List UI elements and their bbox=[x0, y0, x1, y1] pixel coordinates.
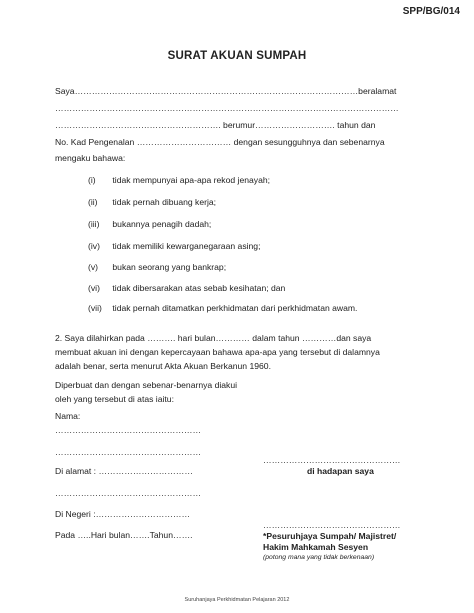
list-item-number: (iv) bbox=[88, 241, 100, 251]
address-field: Di alamat : …………………………… bbox=[55, 466, 193, 476]
officer-sign-line: ………………………………………… bbox=[263, 520, 401, 530]
witness-sign-line: ………………………………………… bbox=[263, 455, 401, 465]
list-item bbox=[88, 262, 226, 272]
intro-line-2: ………………………………………………………………………………………………………… bbox=[55, 103, 399, 113]
intro-line-1: Saya………………………………………………………………………………………beralamat bbox=[55, 86, 397, 96]
list-item-text: tidak pernah dibuang kerja; bbox=[112, 197, 217, 207]
list-item-number: (iii) bbox=[88, 219, 100, 229]
presence-label: di hadapan saya bbox=[307, 466, 374, 476]
document-title: SURAT AKUAN SUMPAH bbox=[167, 50, 307, 62]
intro-line-3: …………………………………………………. berumur………………………. tahun dan bbox=[55, 120, 376, 130]
list-item-text: tidak mempunyai apa-apa rekod jenayah; bbox=[112, 175, 271, 185]
para2-line-3: adalah benar, serta menurut Akta Akuan Berkanun 1960. bbox=[55, 361, 271, 371]
strike-out-note: (potong mana yang tidak berkenaan) bbox=[263, 554, 375, 561]
name-line-1: …………………………………………… bbox=[55, 425, 202, 435]
list-item bbox=[88, 219, 211, 229]
list-item-number: (vii) bbox=[88, 303, 102, 313]
officer-title-1: *Pesuruhjaya Sumpah/ Majistret/ bbox=[263, 531, 397, 541]
date-field: Pada …..Hari bulan…….Tahun……. bbox=[55, 530, 193, 540]
list-item-text: bukan seorang yang bankrap; bbox=[112, 262, 227, 272]
list-item-text: tidak pernah ditamatkan perkhidmatan dari perkhidmatan awam. bbox=[112, 303, 358, 313]
intro-line-5: mengaku bahawa: bbox=[55, 153, 126, 163]
list-item bbox=[88, 241, 260, 251]
signed-line-2: oleh yang tersebut di atas iaitu: bbox=[55, 394, 174, 404]
list-item-number: (ii) bbox=[88, 197, 98, 207]
state-field: Di Negeri :…………………………… bbox=[55, 509, 191, 519]
name-line-2: …………………………………………… bbox=[55, 447, 202, 457]
name-label: Nama: bbox=[55, 411, 81, 421]
footer: Suruhanjaya Perkhidmatan Pelajaran 2012 bbox=[184, 597, 290, 603]
list-item-text: tidak memiliki kewarganegaraan asing; bbox=[112, 241, 261, 251]
list-item bbox=[88, 175, 270, 185]
list-item-number: (vi) bbox=[88, 283, 100, 293]
form-code: SPP/BG/014 bbox=[402, 6, 460, 17]
list-item bbox=[88, 283, 285, 293]
list-item-text: tidak dibersarakan atas sebab kesihatan; dan bbox=[112, 283, 286, 293]
address-line: …………………………………………… bbox=[55, 488, 202, 498]
intro-line-4: No. Kad Pengenalan …………………………… dengan sesungguhnya dan sebenarnya bbox=[55, 137, 385, 147]
list-item bbox=[88, 197, 216, 207]
para2-line-2: membuat akuan ini dengan kepercayaan bahawa apa-apa yang tersebut di dalamnya bbox=[55, 347, 380, 357]
list-item-text: bukannya penagih dadah; bbox=[112, 219, 212, 229]
list-item-number: (v) bbox=[88, 262, 99, 272]
officer-title-2: Hakim Mahkamah Sesyen bbox=[263, 542, 369, 552]
list-item-number: (i) bbox=[88, 175, 96, 185]
signed-line-1: Diperbuat dan dengan sebenar-benarnya diakui bbox=[55, 380, 238, 390]
list-item bbox=[88, 303, 357, 313]
para2-line-1: 2. Saya dilahirkan pada ………. hari bulan………… dalam tahun …………dan saya bbox=[55, 333, 372, 343]
